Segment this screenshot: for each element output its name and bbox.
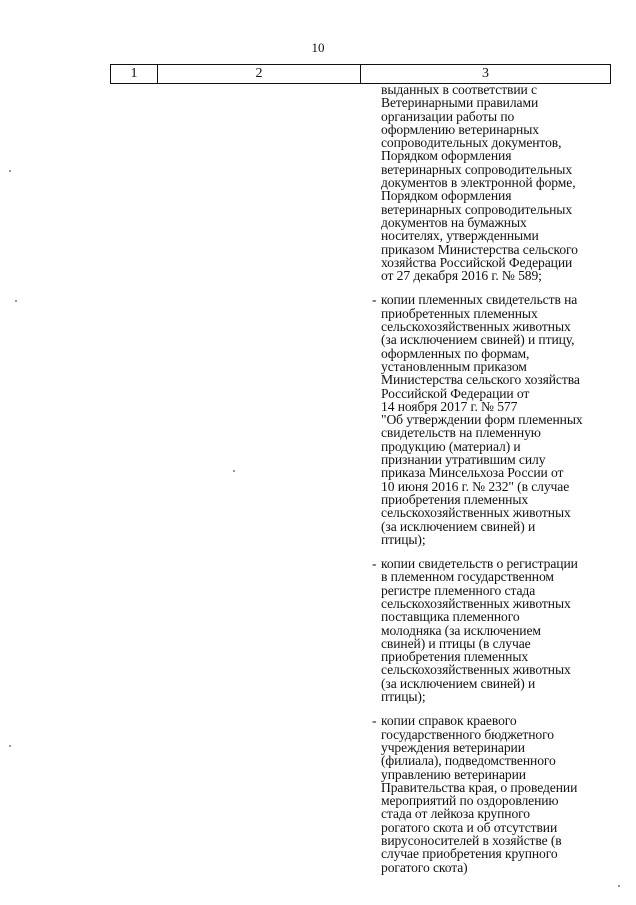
list-item-text: [381, 557, 622, 703]
list-item-text: [381, 714, 622, 874]
list-items: [372, 293, 622, 873]
text-line: 14 ноября 2017 г. № 577: [381, 398, 518, 414]
page-number: 10: [311, 40, 325, 55]
table-header-row: [111, 64, 611, 84]
scan-speck: [9, 745, 11, 747]
text-line: государственного бюджетного: [381, 726, 554, 742]
text-line: вирусоносителей в хозяйстве (в: [381, 833, 562, 849]
header-col-3: 3: [482, 66, 489, 81]
text-line: "Об утверждении форм племенных: [381, 412, 583, 428]
scan-speck: [15, 300, 17, 302]
text-line: документов в электронной форме,: [381, 175, 576, 191]
text-line: сельскохозяйственных животных: [381, 595, 571, 611]
text-line: Российской Федерации от: [381, 385, 530, 401]
text-line: птицы);: [381, 689, 426, 705]
text-line: Министерства сельского хозяйства: [381, 372, 580, 388]
header-col-1: 1: [130, 66, 138, 81]
text-line: Порядком оформления: [381, 148, 512, 164]
text-line: приказа Минсельхоза России от: [381, 465, 564, 481]
text-line: установленным приказом: [381, 358, 527, 374]
scan-speck: [618, 885, 620, 887]
column-3-content: [372, 83, 622, 874]
text-line: признании утратившим силу: [381, 452, 546, 468]
list-item: [372, 557, 622, 703]
text-line: (за исключением свиней) и: [381, 675, 536, 691]
text-line: приказом Министерства сельского: [381, 241, 578, 257]
text-line: приобретения племенных: [381, 491, 529, 507]
text-line: сопроводительных документов,: [381, 135, 562, 151]
text-line: молодняка (за исключением: [381, 622, 541, 638]
text-line: Ветеринарными правилами: [381, 95, 539, 111]
text-line: приобретения племенных: [381, 649, 529, 665]
table-border-right: [610, 64, 611, 84]
text-line: копии племенных свидетельств на: [381, 292, 578, 308]
text-line: Порядком оформления: [381, 188, 512, 204]
text-line: рогатого скота): [381, 859, 468, 875]
list-item: [372, 714, 622, 874]
text-line: от 27 декабря 2016 г. № 589;: [381, 268, 542, 284]
text-line: стада от лейкоза крупного: [381, 806, 530, 822]
scan-speck: [9, 170, 11, 172]
text-line: носителях, утвержденными: [381, 228, 539, 244]
text-line: сельскохозяйственных животных: [381, 662, 571, 678]
text-line: свидетельств на племенную: [381, 425, 541, 441]
text-line: Правительства края, о проведении: [381, 779, 578, 795]
text-line: птицы);: [381, 531, 426, 547]
text-line: копии свидетельств о регистрации: [381, 556, 578, 572]
text-line: ветеринарных сопроводительных: [381, 161, 573, 177]
text-line: хозяйства Российской Федерации: [381, 254, 573, 270]
scan-speck: [233, 470, 235, 472]
list-dash: -: [372, 556, 377, 572]
list-dash: -: [372, 713, 377, 729]
text-line: сельскохозяйственных животных: [381, 505, 571, 521]
text-line: 10 июня 2016 г. № 232" (в случае: [381, 478, 570, 494]
text-line: свиней) и птицы (в случае: [381, 635, 531, 651]
text-line: в племенном государственном: [381, 569, 554, 585]
header-col-2: 2: [255, 66, 263, 81]
text-line: документов на бумажных: [381, 214, 527, 230]
list-dash: -: [372, 292, 377, 308]
text-line: (за исключением свиней) и: [381, 518, 536, 534]
text-line: выданных в соответствии с: [381, 82, 537, 97]
text-line: (филиала), подведомственного: [381, 753, 556, 769]
text-line: случае приобретения крупного: [381, 846, 558, 862]
text-line: оформленных по формам,: [381, 345, 530, 361]
text-line: мероприятий по оздоровлению: [381, 793, 559, 809]
text-line: оформлению ветеринарных: [381, 121, 539, 137]
text-line: регистре племенного стада: [381, 582, 536, 598]
text-line: копии справок краевого: [381, 713, 517, 729]
list-item: [372, 293, 622, 546]
text-line: управлению ветеринарии: [381, 766, 526, 782]
text-line: ветеринарных сопроводительных: [381, 201, 573, 217]
text-line: организации работы по: [381, 108, 515, 124]
list-item-text: [381, 293, 622, 546]
text-line: (за исключением свиней) и птицу,: [381, 332, 575, 348]
text-line: приобретенных племенных: [381, 305, 538, 321]
continuation-paragraph: [372, 83, 622, 282]
text-line: поставщика племенного: [381, 609, 520, 625]
text-line: рогатого скота и об отсутствии: [381, 819, 558, 835]
text-line: учреждения ветеринарии: [381, 739, 525, 755]
text-line: продукцию (материал) и: [381, 438, 521, 454]
text-line: сельскохозяйственных животных: [381, 319, 571, 335]
